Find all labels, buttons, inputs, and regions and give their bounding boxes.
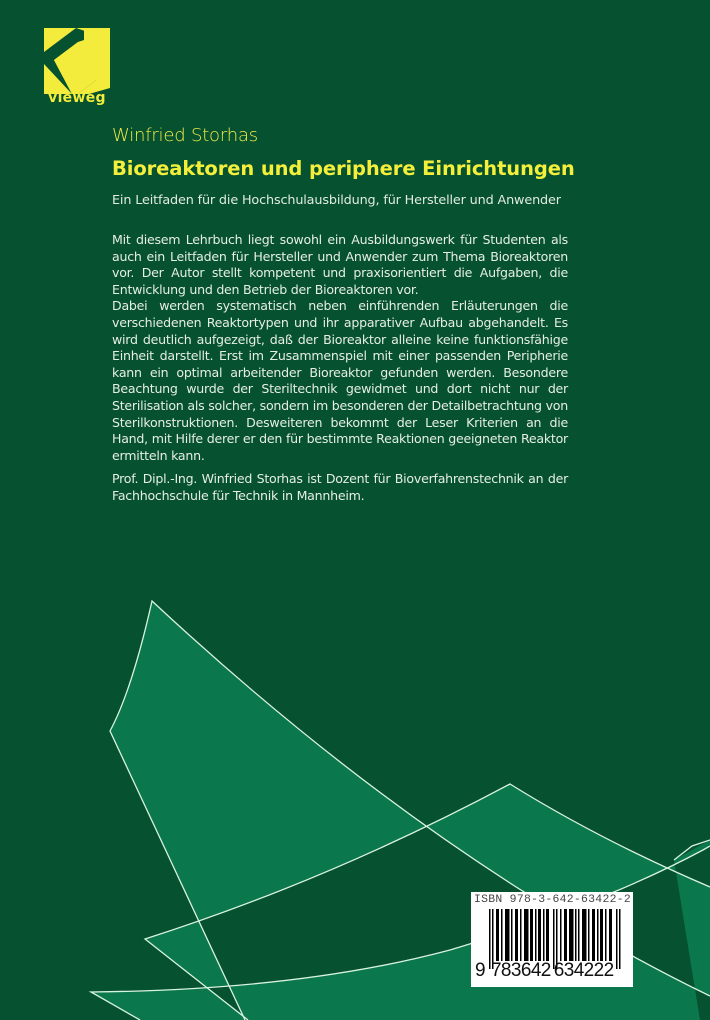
description-paragraph: Dabei werden systematisch neben einführenden Erläuterungen die verschiedenen Reaktortypen und ihr apparativer Aufbau abgehandelt. Es wird deutlich aufgezeigt, daß der Bioreaktor alleine keine funktionsfähige Einheit darstellt. Erst im Zusammenspiel mit einer passenden Peripherie kann ein optimal arbeitender Bioreaktor gefunden werden. Besondere Beachtung wurde der Steriltechnik gewidmet und dort nicht nur der Sterilisation als solcher, sondern im besonderen der Detailbetrachtung von Sterilkonstruktionen. Desweiteren bekommt der Leser Kriterien an die Hand, mit Hilfe derer er den für bestimmte Reaktionen geeigneten Reaktor ermitteln kann. — [112, 298, 568, 463]
description-paragraph: Mit diesem Lehrbuch liegt sowohl ein Ausbildungswerk für Studenten als auch ein Leitfaden für Hersteller und Anwender zum Thema Bioreaktoren vor. Der Autor stellt kompetent und praxisorientiert die Aufgaben, die Entwicklung und den Betrieb der Bioreaktoren vor. — [112, 232, 568, 297]
author-bio: Prof. Dipl.-Ing. Winfried Storhas ist Dozent für Bioverfahrenstechnik an der Fachhochschule für Technik in Mannheim. — [112, 471, 568, 503]
isbn-digit-group: 783642 — [490, 960, 551, 981]
isbn-digits — [475, 960, 614, 982]
book-subtitle: Ein Leitfaden für die Hochschulausbildung, für Hersteller und Anwender — [112, 193, 561, 208]
book-description — [112, 232, 568, 505]
isbn-barcode — [471, 892, 633, 987]
isbn-lead-digit: 9 — [475, 960, 485, 981]
author-name: Winfried Storhas — [112, 125, 258, 146]
isbn-digit-group: 634222 — [553, 960, 614, 981]
isbn-label: ISBN 978-3-642-63422-2 — [474, 894, 631, 906]
book-title: Bioreaktoren und periphere Einrichtungen — [112, 157, 575, 180]
publisher-name: vieweg — [48, 90, 106, 106]
